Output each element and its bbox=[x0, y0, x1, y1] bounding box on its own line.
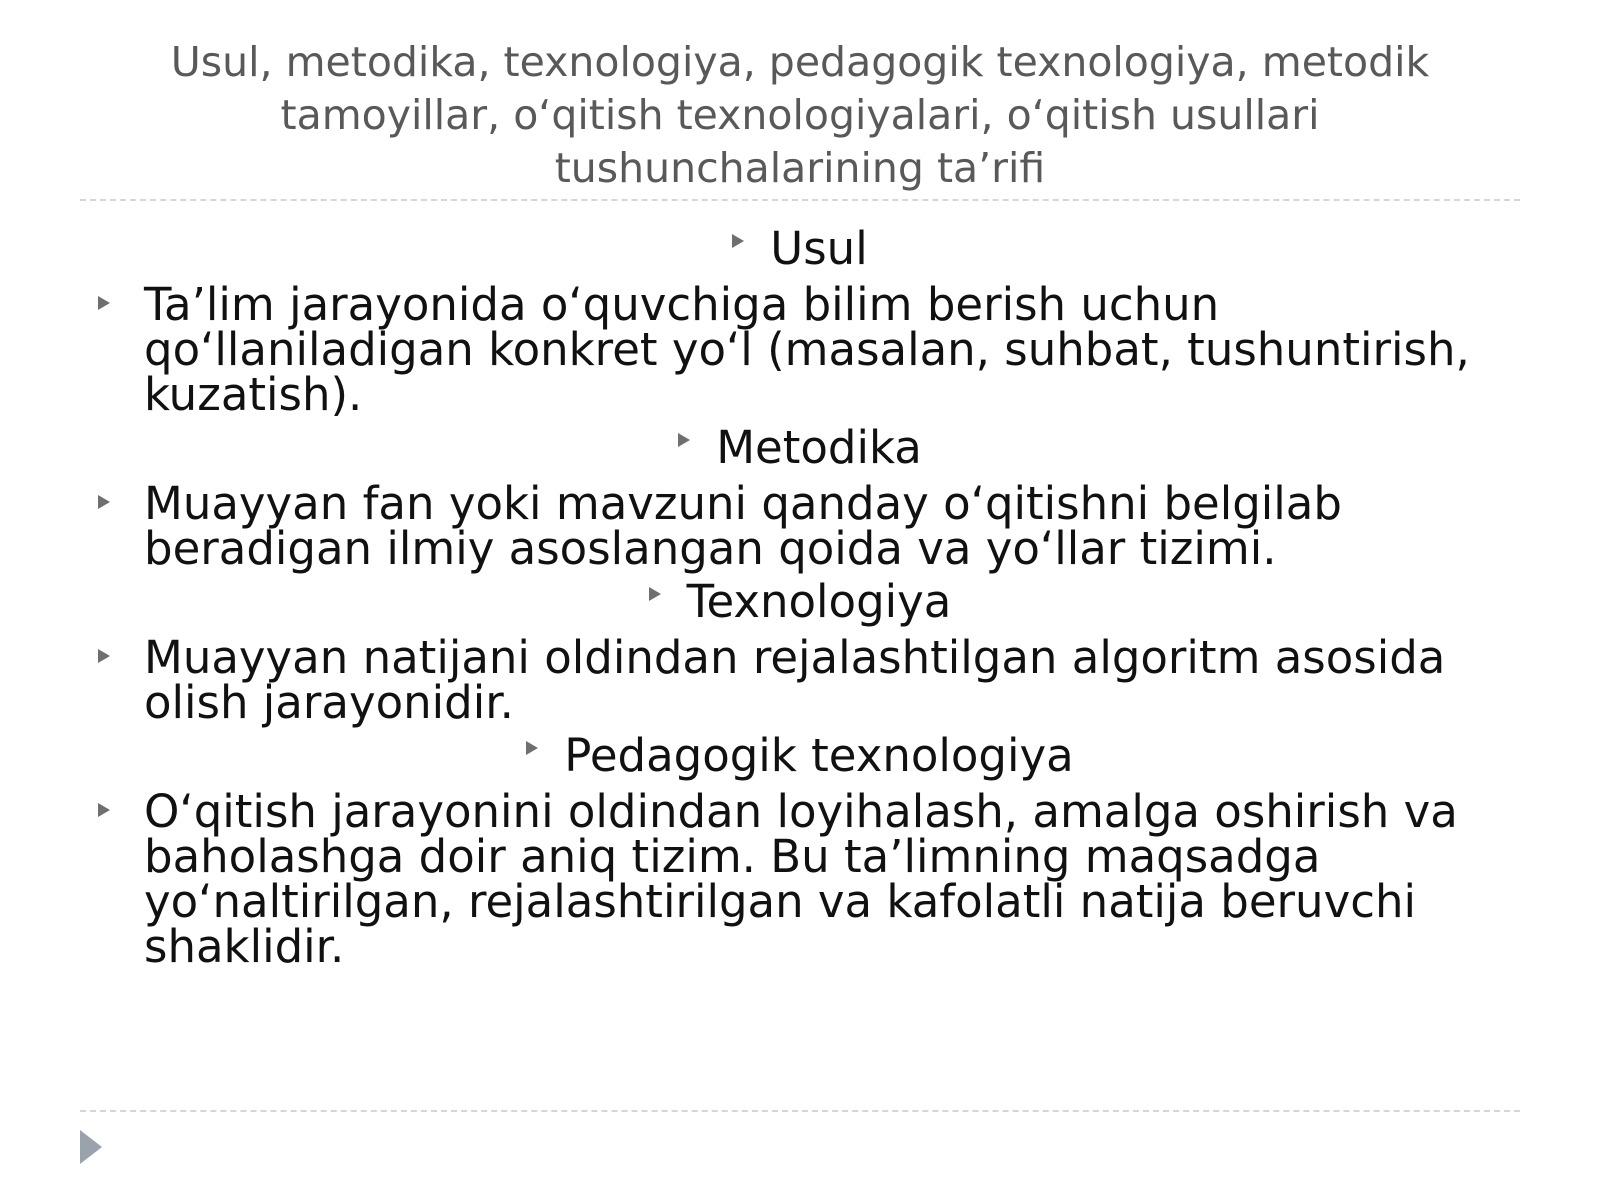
section-definition-metodika bbox=[90, 477, 1510, 575]
section-definition-pedagogik-texnologiya bbox=[90, 785, 1510, 973]
section-heading-texnologiya bbox=[90, 575, 1510, 629]
triangle-bullet-icon bbox=[649, 587, 661, 601]
content-list bbox=[90, 220, 1510, 973]
section-heading-text: Metodika bbox=[716, 421, 922, 474]
triangle-bullet-icon bbox=[98, 296, 110, 310]
section-heading-text: Texnologiya bbox=[686, 575, 952, 628]
triangle-bullet-icon bbox=[98, 649, 110, 663]
section-definition-text: Muayyan natijani oldindan rejalashtilgan algoritm asosida olish jarayonidir. bbox=[144, 631, 1446, 729]
triangle-bullet-icon bbox=[98, 803, 110, 817]
section-heading-text: Pedagogik texnologiya bbox=[564, 729, 1074, 782]
section-heading-pedagogik-texnologiya bbox=[90, 729, 1510, 783]
slide-title: Usul, metodika, texnologiya, pedagogik texnologiya, metodik tamoyillar, o‘qitish texnologiyalari, o‘qitish usullari tushunchalarining ta’rifi bbox=[170, 38, 1430, 192]
section-definition-text: Muayyan fan yoki mavzuni qanday o‘qitishni belgilab beradigan ilmiy asoslangan qoida va yo‘llar tizimi. bbox=[144, 477, 1342, 575]
triangle-bullet-icon bbox=[98, 495, 110, 509]
title-divider bbox=[80, 199, 1520, 201]
section-definition-usul bbox=[90, 278, 1510, 421]
triangle-bullet-icon bbox=[526, 741, 538, 755]
section-definition-texnologiya bbox=[90, 631, 1510, 729]
triangle-bullet-icon bbox=[732, 234, 744, 248]
section-definition-text: Ta’lim jarayonida o‘quvchiga bilim berish uchun qo‘llaniladigan konkret yo‘l (masalan, suhbat, tushuntirish, kuzatish). bbox=[144, 278, 1470, 421]
footer-divider bbox=[80, 1110, 1520, 1112]
next-slide-arrow-icon bbox=[80, 1130, 102, 1164]
section-heading-text: Usul bbox=[770, 222, 868, 275]
triangle-bullet-icon bbox=[678, 433, 690, 447]
section-heading-metodika bbox=[90, 421, 1510, 475]
section-heading-usul bbox=[90, 222, 1510, 276]
section-definition-text: O‘qitish jarayonini oldindan loyihalash, amalga oshirish va baholashga doir aniq tizim. Bu ta’limning maqsadga yo‘naltirilgan, rejalashtirilgan va kafolatli natija beruvchi shaklidir. bbox=[144, 785, 1458, 973]
